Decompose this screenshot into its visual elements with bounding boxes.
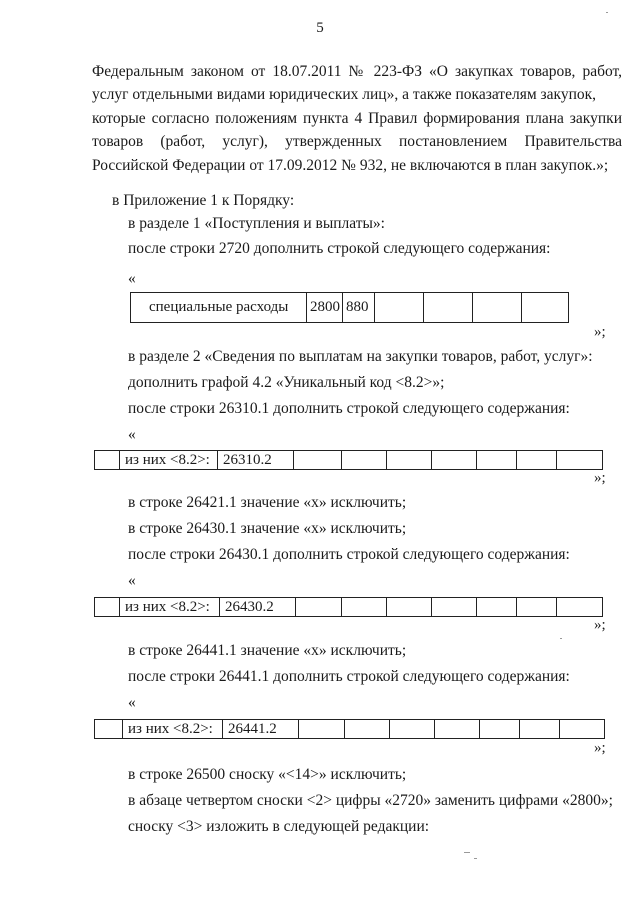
- empty-cell: [477, 451, 517, 470]
- add-column-line: дополнить графой 4.2 «Уникальный код <8.2>»;: [128, 374, 445, 391]
- after-26310-line: после строки 26310.1 дополнить строкой следующего содержания:: [128, 400, 570, 417]
- scan-speck: [464, 852, 470, 853]
- empty-cell: [473, 293, 522, 323]
- intro-line: которые согласно положениям пункта 4 Правил формирования плана закупки: [92, 109, 622, 127]
- scan-speck: [606, 12, 608, 13]
- open-quote: «: [128, 426, 136, 443]
- open-quote: «: [128, 270, 136, 287]
- after-26430-line: после строки 26430.1 дополнить строкой следующего содержания:: [128, 546, 570, 563]
- row-code-cell: 26310.2: [218, 451, 294, 470]
- empty-cell: [296, 598, 342, 617]
- empty-cell: [480, 720, 520, 739]
- delete-footnote-14-line: в строке 26500 сноску «<14>» исключить;: [128, 766, 407, 783]
- row-code-cell: 2800: [307, 293, 343, 323]
- after-26441-line: после строки 26441.1 дополнить строкой следующего содержания:: [128, 668, 570, 685]
- empty-cell: [342, 451, 387, 470]
- empty-cell: [95, 598, 120, 617]
- empty-cell: [342, 598, 387, 617]
- row-code-cell: 26430.2: [220, 598, 296, 617]
- empty-cell: [345, 720, 390, 739]
- delete-26441-line: в строке 26441.1 значение «х» исключить;: [128, 642, 407, 659]
- empty-cell: [557, 598, 603, 617]
- empty-cell: [477, 598, 517, 617]
- close-quote: »;: [594, 470, 606, 486]
- empty-cell: [424, 293, 473, 323]
- after-2720-line: после строки 2720 дополнить строкой следующего содержания:: [128, 240, 551, 257]
- empty-cell: [387, 451, 432, 470]
- row-label-cell: специальные расходы: [131, 293, 307, 323]
- scan-speck: [560, 638, 562, 639]
- empty-cell: [299, 720, 345, 739]
- intro-line: услуг отдельными видами юридических лиц», а также показателям закупок,: [92, 86, 597, 104]
- intro-line: товаров (работ, услуг), утвержденных постановлением Правительства: [92, 133, 622, 151]
- table-26441-2: [94, 719, 605, 739]
- intro-line: Российской Федерации от 17.09.2012 № 932, не включаются в план закупок.»;: [92, 156, 609, 174]
- empty-cell: [387, 598, 432, 617]
- table-row: [95, 451, 603, 470]
- intro-paragraph: [92, 60, 622, 177]
- empty-cell: [390, 720, 435, 739]
- intro-line: Федеральным законом от 18.07.2011 № 223-ФЗ «О закупках товаров, работ,: [92, 63, 622, 80]
- empty-cell: [560, 720, 605, 739]
- table-26310-2: [94, 450, 603, 470]
- section1-line: в разделе 1 «Поступления и выплаты»:: [128, 215, 385, 232]
- empty-cell: [517, 598, 557, 617]
- delete-26421-line: в строке 26421.1 значение «х» исключить;: [128, 494, 407, 511]
- table-row: [95, 598, 603, 617]
- empty-cell: [520, 720, 560, 739]
- close-quote: »;: [594, 617, 606, 633]
- page-number: 5: [316, 20, 324, 36]
- empty-cell: [432, 451, 477, 470]
- open-quote: «: [128, 572, 136, 589]
- empty-cell: [517, 451, 557, 470]
- appendix-line: в Приложение 1 к Порядку:: [112, 192, 295, 209]
- table-special-expenses: [130, 292, 569, 323]
- empty-cell: [435, 720, 480, 739]
- close-quote: »;: [594, 324, 606, 340]
- kosgu-cell: 880: [343, 293, 375, 323]
- row-label-cell: из них <8.2>:: [120, 598, 220, 617]
- footnote-3-line: сноску <3> изложить в следующей редакции:: [128, 818, 430, 835]
- table-26430-2: [94, 597, 603, 617]
- section2-line: в разделе 2 «Сведения по выплатам на закупки товаров, работ, услуг»:: [128, 348, 593, 365]
- scan-speck: [474, 858, 477, 859]
- empty-cell: [375, 293, 424, 323]
- table-row: [131, 293, 569, 323]
- footnote-2-line: в абзаце четвертом сноски <2> цифры «2720» заменить цифрами «2800»;: [128, 792, 613, 809]
- empty-cell: [522, 293, 569, 323]
- row-label-cell: из них <8.2>:: [120, 451, 218, 470]
- open-quote: «: [128, 694, 136, 711]
- empty-cell: [95, 720, 123, 739]
- empty-cell: [294, 451, 342, 470]
- empty-cell: [95, 451, 120, 470]
- table-row: [95, 720, 605, 739]
- row-code-cell: 26441.2: [223, 720, 299, 739]
- empty-cell: [557, 451, 603, 470]
- delete-26430-line: в строке 26430.1 значение «х» исключить;: [128, 520, 407, 537]
- row-label-cell: из них <8.2>:: [123, 720, 223, 739]
- close-quote: »;: [594, 740, 606, 756]
- empty-cell: [432, 598, 477, 617]
